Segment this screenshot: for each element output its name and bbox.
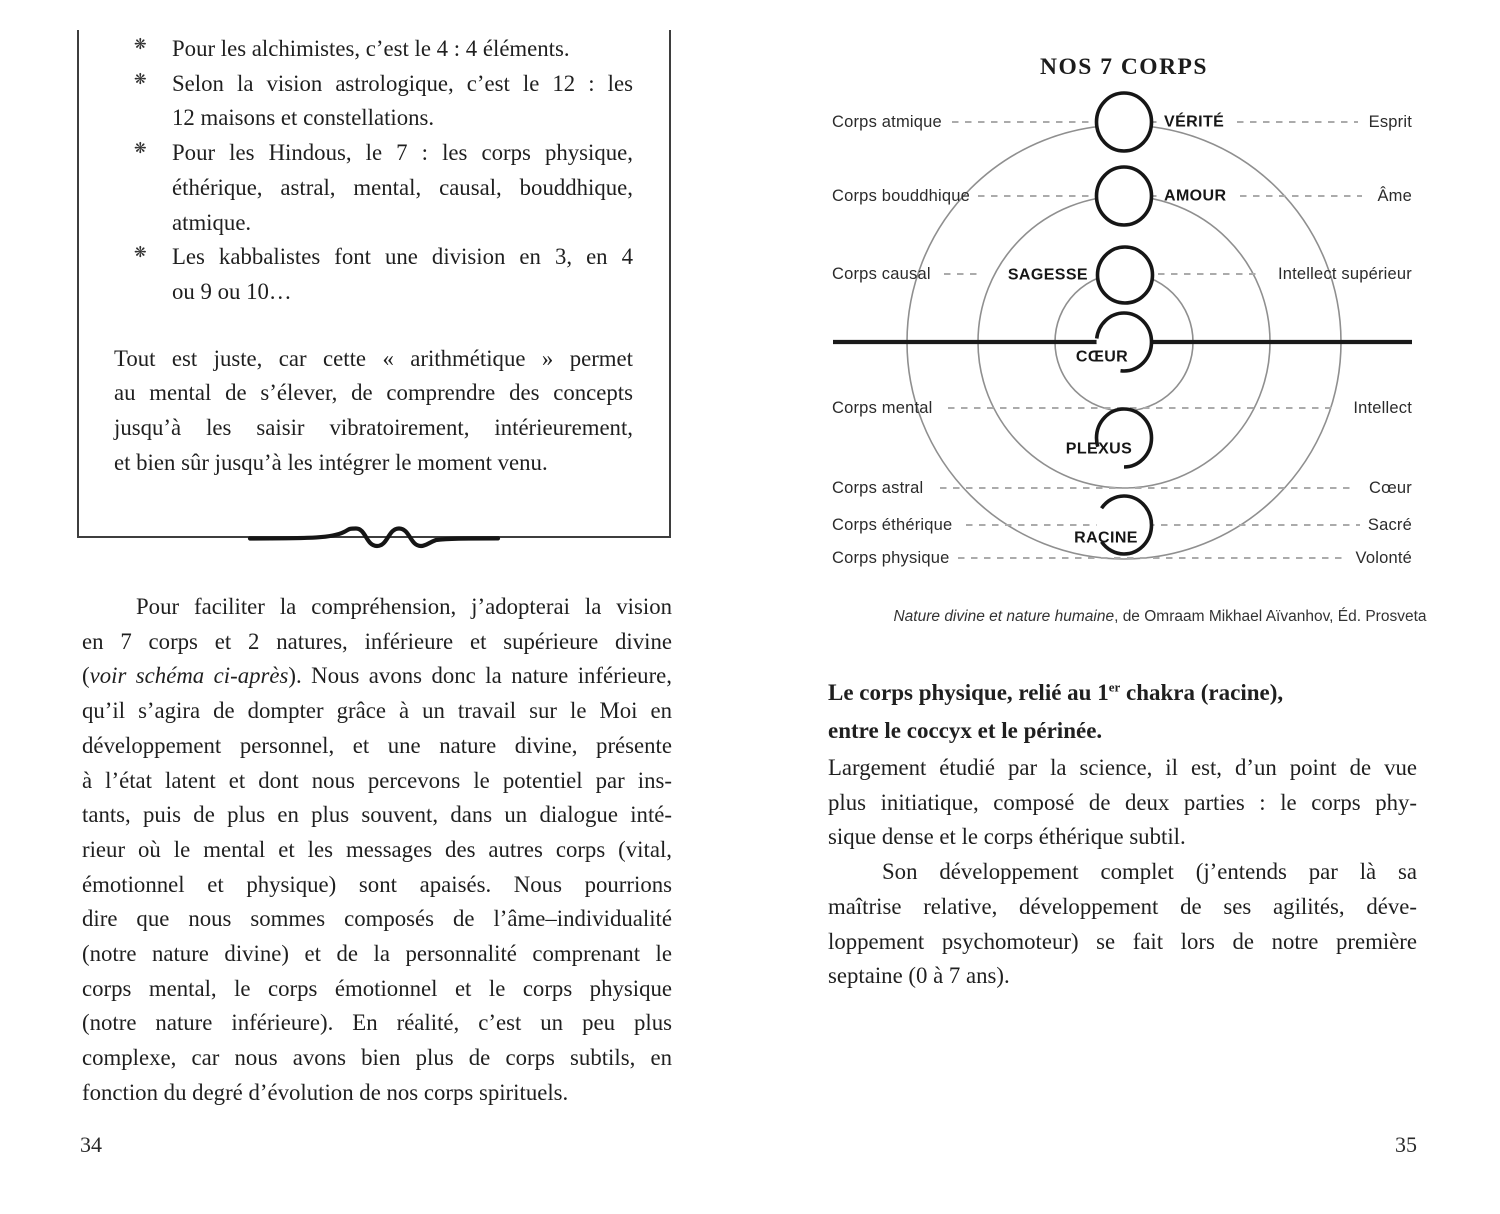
text-line: Selon la vision astrologique, c’est le 12 : les: [172, 70, 633, 96]
label-coeur-chakra: CŒUR: [1075, 348, 1129, 366]
caption-author: , de Omraam Mikhael Aïvanhov, Éd. Prosveta: [1114, 608, 1427, 625]
label-corps-etherique: Corps éthérique: [832, 516, 953, 534]
left-body-paragraph: [82, 590, 672, 1111]
chakra-diagram: [770, 30, 1460, 615]
text-line: Largement étudié par la science, il est, d’un point de vue: [828, 755, 1417, 780]
text-line: en 7 corps et 2 natures, inférieure et supérieure divine: [82, 628, 672, 654]
label-corps-astral: Corps astral: [832, 479, 924, 497]
text-line: Pour les alchimistes, c’est le 4 : 4 éléments.: [172, 36, 570, 61]
text-line: (notre nature inférieure). En réalité, c’est un peu plus: [82, 1010, 672, 1036]
label-esprit: Esprit: [1368, 113, 1412, 131]
text-line: à l’état latent et dont nous percevons le potentiel par ins-: [82, 767, 672, 793]
label-volonte: Volonté: [1355, 549, 1412, 567]
text-line: tants, puis de plus en plus souvent, dans un dialogue inté-: [82, 802, 672, 828]
text-line: ou 9 ou 10…: [172, 278, 292, 304]
label-racine: RACINE: [1074, 529, 1138, 547]
bullet-item: [114, 67, 633, 136]
text-line: Son développement complet (j’entends par là sa: [882, 859, 1417, 885]
section-heading: [828, 674, 1417, 750]
text-line: maîtrise relative, développement de ses agilités, déve-: [828, 893, 1417, 919]
box-paragraph: [114, 342, 633, 481]
label-intellect-superieur: Intellect supérieur: [1277, 265, 1412, 283]
text-line: plus initiatique, composé de deux parties : le corps phy-: [828, 789, 1417, 815]
squiggle-ornament-icon: [244, 520, 504, 560]
text-line: Pour faciliter la compréhension, j’adopterai la vision: [136, 594, 672, 619]
text-line: au mental de s’élever, de comprendre des concepts: [114, 380, 633, 406]
diagram-caption: [860, 608, 1460, 626]
diagram-title: NOS 7 CORPS: [1040, 54, 1208, 80]
right-body-paragraph: [828, 751, 1417, 994]
chakra-circle-verite: [1097, 93, 1152, 151]
page-number-right: 35: [1395, 1132, 1417, 1157]
text-line: (notre nature divine) et de la personnalité comprenant le: [82, 941, 672, 967]
page-number-left: 34: [80, 1132, 102, 1157]
chakra-circle-amour: [1097, 167, 1152, 225]
text-line: atmique.: [172, 209, 252, 235]
text-line: Pour les Hindous, le 7 : les corps physique,: [172, 140, 633, 166]
text-line: éthérique, astral, mental, causal, bouddhique,: [172, 174, 633, 200]
label-intellect: Intellect: [1353, 399, 1412, 417]
text-line: dire que nous sommes composés de l’âme–individualité: [82, 906, 672, 932]
label-coeur: Cœur: [1369, 479, 1412, 497]
bullet-item: [114, 240, 633, 309]
bullet-item: [114, 32, 633, 67]
label-amour: AMOUR: [1164, 187, 1227, 205]
caption-book-title: Nature divine et nature humaine: [893, 608, 1115, 625]
flower-bullet-icon: ❋: [134, 69, 147, 88]
text-line: qu’il s’agira de dompter grâce à un travail sur le Moi en: [82, 698, 672, 724]
text-line: (voir schéma ci-après). Nous avons donc la nature inférieure,: [82, 663, 672, 689]
text-line: complexe, car nous avons bien plus de corps subtils, en: [82, 1045, 672, 1071]
label-plexus: PLEXUS: [1065, 440, 1133, 458]
text-line: Le corps physique, relié au 1er chakra (racine),: [828, 679, 1284, 705]
flower-bullet-icon: ❋: [134, 139, 147, 158]
flower-bullet-icon: ❋: [134, 35, 147, 53]
text-line: et bien sûr jusqu’à les intégrer le moment venu.: [114, 449, 548, 475]
text-line: sique dense et le corps éthérique subtil.: [828, 824, 1186, 850]
text-line: loppement psychomoteur) se fait lors de notre première: [828, 928, 1417, 954]
flower-bullet-icon: ❋: [134, 243, 147, 262]
text-line: Tout est juste, car cette « arithmétique » permet: [114, 345, 633, 371]
label-corps-mental: Corps mental: [832, 399, 933, 417]
text-line: Les kabbalistes font une division en 3, en 4: [172, 244, 633, 270]
label-corps-atmique: Corps atmique: [832, 113, 942, 131]
label-corps-physique: Corps physique: [832, 549, 950, 567]
text-line: corps mental, le corps émotionnel et le corps physique: [82, 975, 672, 1001]
text-line: émotionnel et physique) sont apaisés. Nous pourrions: [82, 871, 672, 897]
text-line: septaine (0 à 7 ans).: [828, 963, 1010, 989]
label-sagesse: SAGESSE: [1007, 266, 1088, 284]
label-corps-bouddhique: Corps bouddhique: [832, 187, 971, 205]
chakra-circle-sagesse: [1098, 247, 1153, 303]
text-line: fonction du degré d’évolution de nos corps spirituels.: [82, 1079, 569, 1105]
bullet-item: [114, 136, 633, 240]
label-corps-causal: Corps causal: [832, 265, 931, 283]
label-sacre: Sacré: [1367, 516, 1412, 534]
text-line: entre le coccyx et le périnée.: [828, 718, 1103, 743]
text-line: jusqu’à les saisir vibratoirement, intérieurement,: [114, 415, 633, 441]
text-line: 12 maisons et constellations.: [172, 105, 435, 131]
label-verite: VÉRITÉ: [1164, 113, 1225, 131]
chakra-circle-plexus: [1097, 409, 1152, 467]
callout-box: [77, 30, 671, 538]
text-line: rieur où le mental et les messages des autres corps (vital,: [82, 836, 672, 862]
text-line: développement personnel, et une nature divine, présente: [82, 732, 672, 758]
bullet-list: [114, 32, 633, 310]
label-ame: Âme: [1377, 187, 1412, 205]
